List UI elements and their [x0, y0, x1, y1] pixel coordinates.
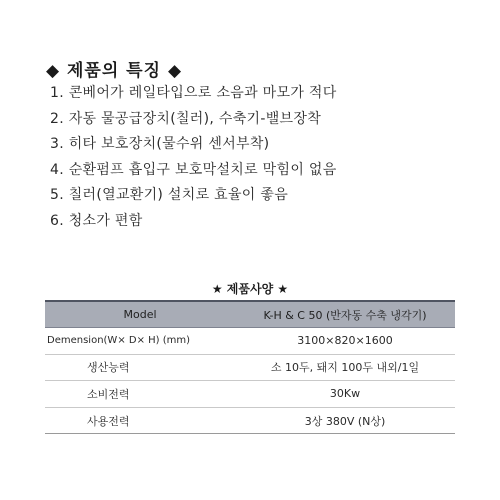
spec-header-value: K-H & C 50 (반자동 수축 냉각기) [235, 301, 455, 328]
spec-row-value: 3상 380V (N상) [235, 407, 455, 434]
spec-row-label: 생산능력 [45, 354, 235, 381]
feature-item: 1. 콘베어가 레일타입으로 소음과 마모가 적다 [50, 85, 337, 101]
feature-item: 3. 히타 보호장치(물수위 센서부착) [50, 136, 270, 153]
spec-row [45, 354, 455, 381]
feature-item: 4. 순환펌프 흡입구 보호막설치로 막힘이 없음 [50, 161, 337, 178]
feature-item: 2. 자동 물공급장치(칠러), 수축기-밸브장착 [50, 110, 322, 127]
spec-row [45, 381, 455, 408]
spec-row [45, 328, 455, 355]
features-heading: ◆ 제품의 특징 ◆ [46, 61, 183, 81]
spec-heading: ★ 제품사양 ★ [211, 282, 289, 296]
spec-row-label: Demension(W× D× H) (mm) [45, 328, 235, 355]
feature-item: 6. 청소가 편함 [50, 212, 143, 229]
spec-row-value: 소 10두, 돼지 100두 내외/1일 [235, 354, 455, 381]
spec-row-value: 30Kw [235, 381, 455, 408]
spec-row [45, 407, 455, 434]
spec-header-row [45, 301, 455, 328]
feature-item: 5. 칠러(열교환기) 설치로 효율이 좋음 [50, 187, 289, 204]
spec-row-value: 3100×820×1600 [235, 328, 455, 355]
spec-table [45, 300, 455, 434]
spec-header-label: Model [45, 301, 235, 328]
spec-row-label: 사용전력 [45, 407, 235, 434]
spec-row-label: 소비전력 [45, 381, 235, 408]
features-list [50, 84, 337, 238]
